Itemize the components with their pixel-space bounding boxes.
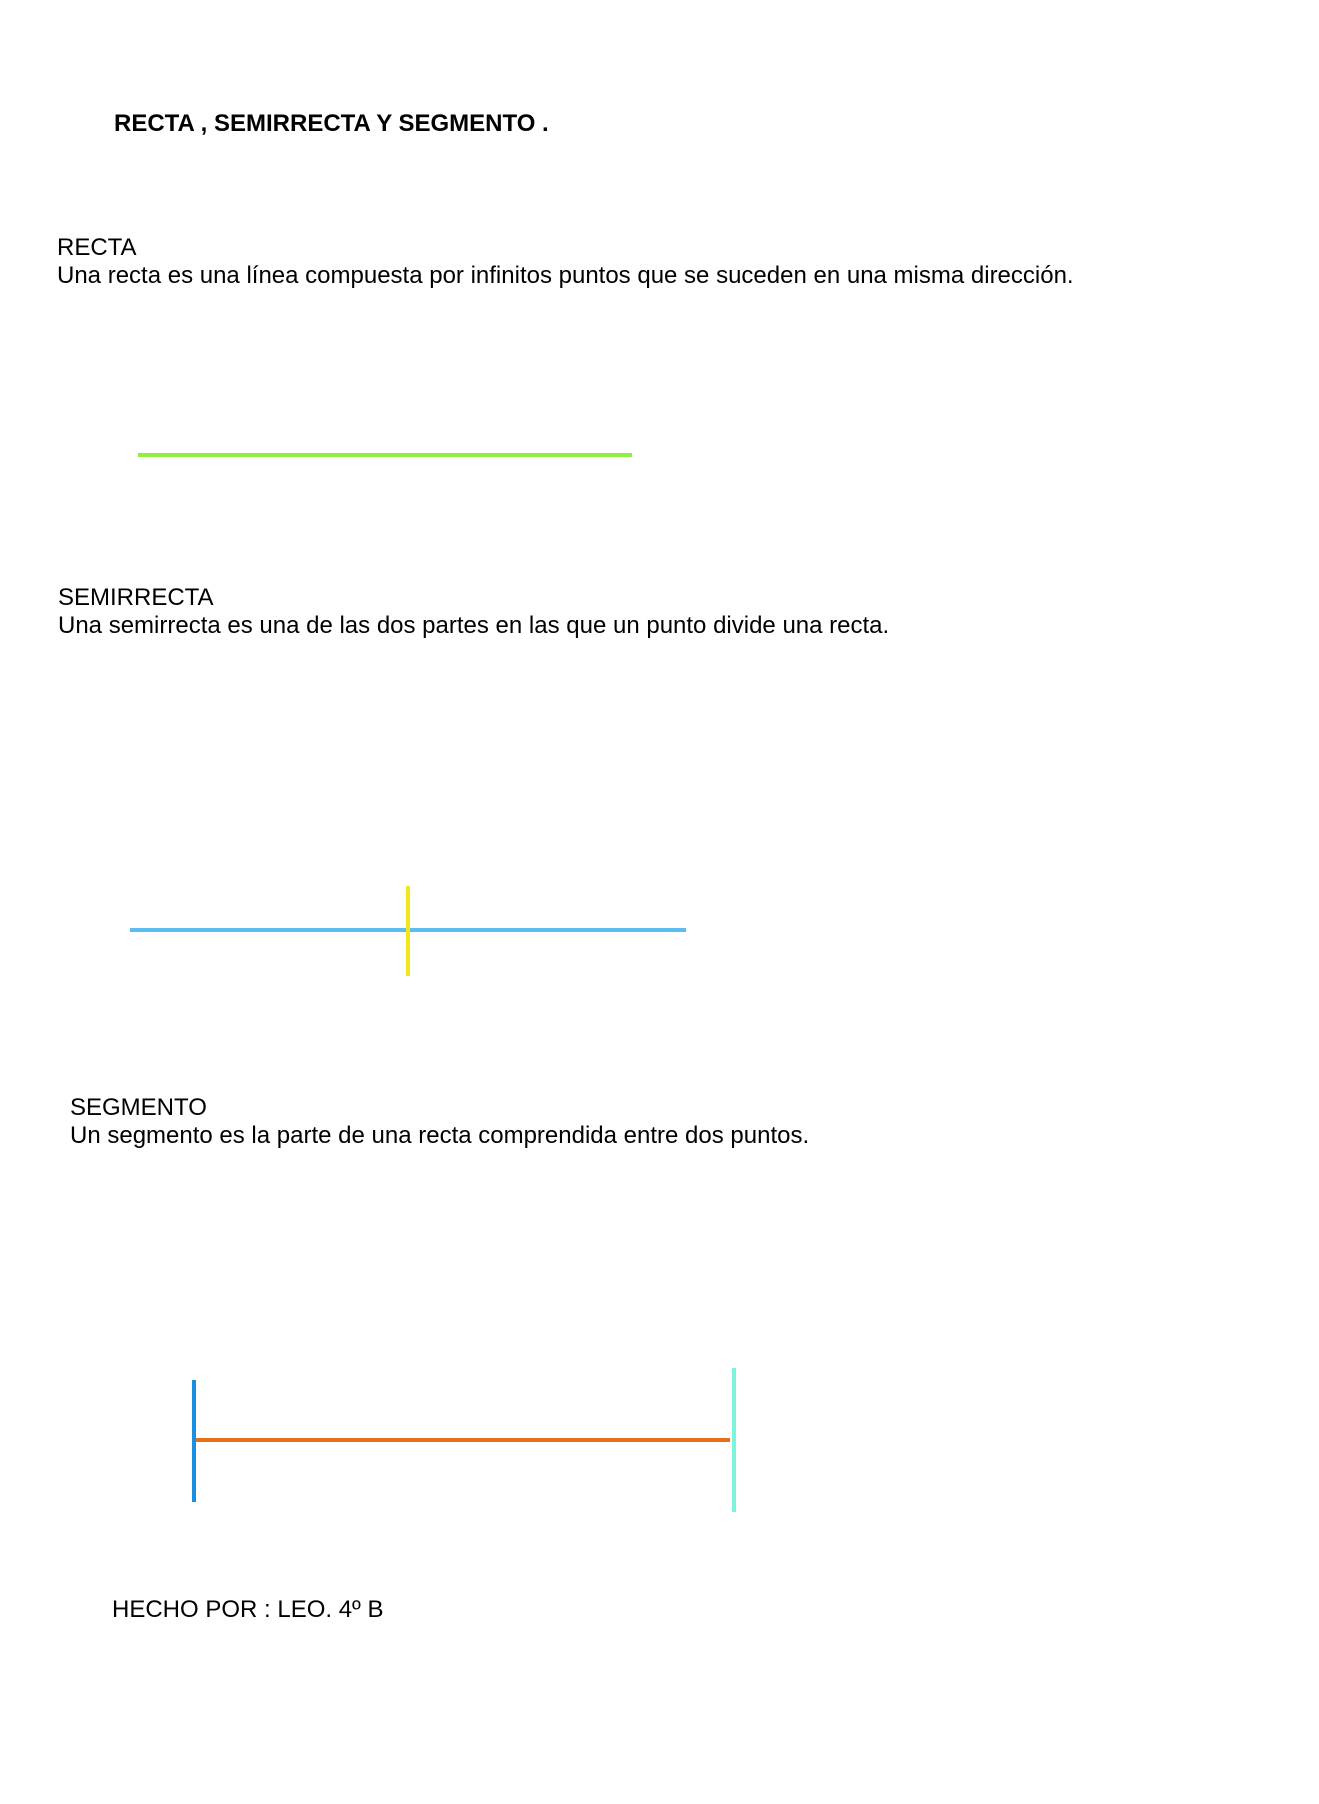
segmento-heading: SEGMENTO [70,1094,207,1121]
recta-heading: RECTA [57,234,137,261]
recta-definition: Una recta es una línea compuesta por infinitos puntos que se suceden en una misma dirección. [57,262,1074,289]
segmento-figure [0,1360,1319,1520]
page-title: RECTA , SEMIRRECTA Y SEGMENTO . [114,110,549,137]
semirrecta-definition: Una semirrecta es una de las dos partes en las que un punto divide una recta. [58,612,890,639]
recta-figure [0,440,1319,470]
segmento-definition: Un segmento es la parte de una recta comprendida entre dos puntos. [70,1122,810,1149]
semirrecta-heading: SEMIRRECTA [58,584,214,611]
semirrecta-figure [0,880,1319,980]
author-footer: HECHO POR : LEO. 4º B [112,1596,384,1623]
